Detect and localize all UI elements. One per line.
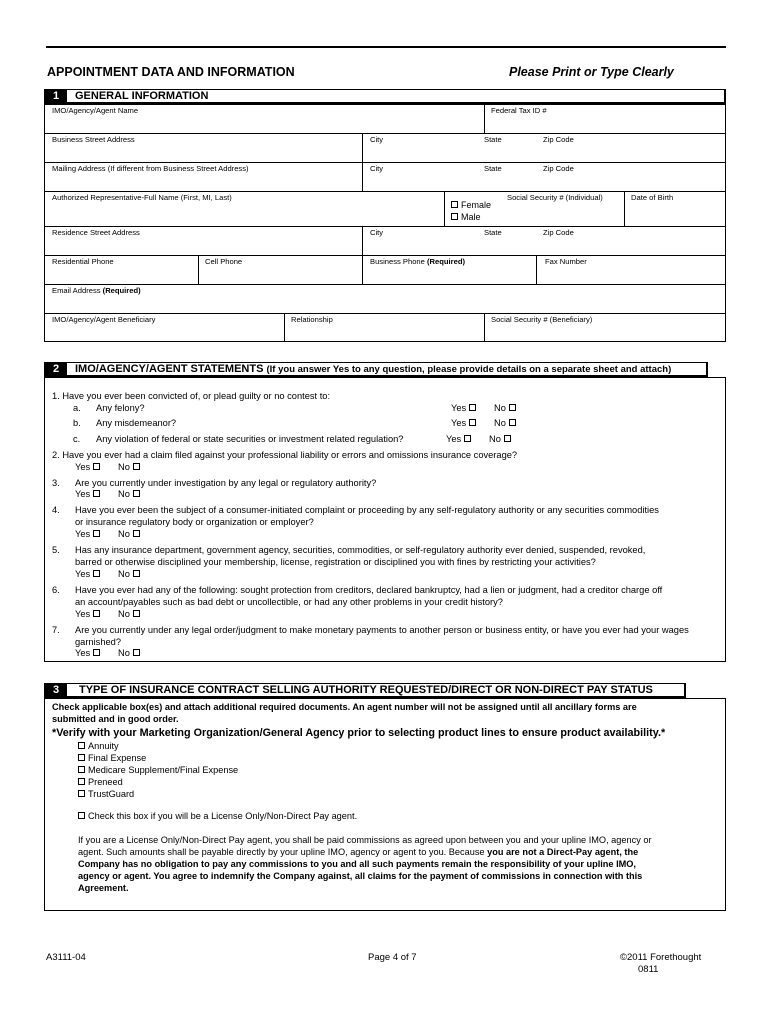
license-para-line3: Company has no obligation to pay any commissions to you and all such payments remain the responsibility of your upline IMO, bbox=[78, 859, 636, 869]
q3-no-checkbox[interactable] bbox=[133, 490, 140, 497]
q1c-no[interactable]: No bbox=[489, 434, 511, 445]
section2-title: IMO/AGENCY/AGENT STATEMENTS (If you answer Yes to any question, please provide details on a separate sheet and attach) bbox=[75, 363, 672, 375]
q1a-no[interactable]: No bbox=[494, 403, 516, 414]
page-title: APPOINTMENT DATA AND INFORMATION bbox=[47, 65, 295, 79]
q1b-no[interactable]: No bbox=[494, 418, 516, 429]
q4-yes[interactable]: Yes bbox=[75, 529, 100, 540]
agent-name-field[interactable]: IMO/Agency/Agent Name bbox=[52, 106, 139, 115]
q1b-letter: b. bbox=[73, 418, 81, 428]
ssn-individual-field[interactable]: Social Security # (Individual) bbox=[507, 193, 603, 202]
page-number: Page 4 of 7 bbox=[368, 952, 417, 963]
section1-number: 1 bbox=[45, 90, 67, 103]
question-6-line2: an account/payables such as bad debt or uncollectible, or had any other problems in your credit history? bbox=[75, 597, 503, 607]
section1-heading bbox=[44, 89, 726, 104]
q6-number: 6. bbox=[52, 585, 60, 595]
question-5-line1: Has any insurance department, government agency, securities, commodities, or self-regulatory authority ever denied, suspended, revoked, bbox=[75, 545, 646, 555]
question-4-line1: Have you ever been the subject of a consumer-initiated complaint or proceeding by any self-regulatory authority or any securities commodities bbox=[75, 505, 659, 515]
business-phone-field[interactable]: Business Phone (Required) bbox=[370, 257, 465, 266]
license-para-line1: If you are a License Only/Non-Direct Pay agent, you shall be paid commissions as agreed upon between you and your upline IMO, agency or bbox=[78, 835, 652, 845]
q2-yes[interactable]: Yes bbox=[75, 462, 100, 473]
business-state-field[interactable]: State bbox=[484, 135, 502, 144]
q5-yes[interactable]: Yes bbox=[75, 569, 100, 580]
residence-state-field[interactable]: State bbox=[484, 228, 502, 237]
q5-number: 5. bbox=[52, 545, 60, 555]
section3-instructions-line2: submitted and in good order. bbox=[52, 714, 179, 724]
business-city-field[interactable]: City bbox=[370, 135, 384, 144]
beneficiary-field[interactable]: IMO/Agency/Agent Beneficiary bbox=[52, 315, 156, 324]
mailing-state-field[interactable]: State bbox=[484, 164, 502, 173]
q1b-text: Any misdemeanor? bbox=[96, 418, 177, 428]
question-2: 2. Have you ever had a claim filed against your professional liability or errors and omissions insurance coverage? bbox=[52, 450, 518, 460]
q1b-yes-checkbox[interactable] bbox=[469, 419, 476, 426]
q6-yes[interactable]: Yes bbox=[75, 609, 100, 620]
q7-yes[interactable]: Yes bbox=[75, 648, 100, 659]
fax-number-field[interactable]: Fax Number bbox=[545, 257, 587, 266]
preneed-checkbox[interactable] bbox=[78, 778, 85, 785]
general-information-grid bbox=[44, 104, 726, 342]
product-medicare-supplement[interactable]: Medicare Supplement/Final Expense bbox=[78, 765, 238, 776]
dob-field[interactable]: Date of Birth bbox=[631, 193, 674, 202]
q1a-no-checkbox[interactable] bbox=[509, 404, 516, 411]
question-7-line1: Are you currently under any legal order/judgment to make monetary payments to another person or business entity, or have you ever had your wages bbox=[75, 625, 689, 635]
business-street-field[interactable]: Business Street Address bbox=[52, 135, 135, 144]
q1a-letter: a. bbox=[73, 403, 81, 413]
q6-no-checkbox[interactable] bbox=[133, 610, 140, 617]
question-4-line2: or insurance regulatory body or organization or employer? bbox=[75, 517, 314, 527]
license-para-line4: agency or agent. You agree to indemnify the Company against, all claims for the payment of commissions in connection with this bbox=[78, 871, 643, 881]
question-6-line1: Have you ever had any of the following: sought protection from creditors, declared bankruptcy, had a lien or judgment, had a creditor charge off bbox=[75, 585, 663, 595]
q7-no-checkbox[interactable] bbox=[133, 649, 140, 656]
q1c-yes-checkbox[interactable] bbox=[464, 435, 471, 442]
q1c-text: Any violation of federal or state securities or investment related regulation? bbox=[96, 434, 404, 444]
license-only-option[interactable]: Check this box if you will be a License Only/Non-Direct Pay agent. bbox=[78, 811, 357, 822]
auth-rep-name-field[interactable]: Authorized Representative-Full Name (First, MI, Last) bbox=[52, 193, 232, 202]
question-5-line2: barred or otherwise disciplined your membership, license, registration or disciplined you with fines by restricting your activities? bbox=[75, 557, 596, 567]
q1c-letter: c. bbox=[73, 434, 81, 444]
section3-number: 3 bbox=[45, 684, 67, 697]
product-preneed[interactable]: Preneed bbox=[78, 777, 123, 788]
top-rule bbox=[46, 46, 726, 48]
federal-tax-id-field[interactable]: Federal Tax ID # bbox=[491, 106, 547, 115]
trustguard-checkbox[interactable] bbox=[78, 790, 85, 797]
form-number: A3111-04 bbox=[46, 952, 86, 963]
q4-yes-checkbox[interactable] bbox=[93, 530, 100, 537]
q3-number: 3. bbox=[52, 478, 60, 488]
q1b-no-checkbox[interactable] bbox=[509, 419, 516, 426]
question-7-line2: garnished? bbox=[75, 637, 122, 647]
q6-yes-checkbox[interactable] bbox=[93, 610, 100, 617]
q5-no[interactable]: No bbox=[118, 569, 140, 580]
mailing-address-field[interactable]: Mailing Address (If different from Business Street Address) bbox=[52, 164, 249, 173]
q2-no[interactable]: No bbox=[118, 462, 140, 473]
q5-yes-checkbox[interactable] bbox=[93, 570, 100, 577]
product-trustguard[interactable]: TrustGuard bbox=[78, 789, 134, 800]
business-zip-field[interactable]: Zip Code bbox=[543, 135, 574, 144]
gender-male-option[interactable]: Male bbox=[444, 211, 481, 223]
annuity-checkbox[interactable] bbox=[78, 742, 85, 749]
mailing-city-field[interactable]: City bbox=[370, 164, 384, 173]
q1c-yes[interactable]: Yes bbox=[446, 434, 471, 445]
question-3: Are you currently under investigation by any legal or regulatory authority? bbox=[75, 478, 377, 488]
mailing-zip-field[interactable]: Zip Code bbox=[543, 164, 574, 173]
q1a-yes-checkbox[interactable] bbox=[469, 404, 476, 411]
question-1: 1. Have you ever been convicted of, or plead guilty or no contest to: bbox=[52, 391, 331, 401]
q1a-text: Any felony? bbox=[96, 403, 145, 413]
license-para-line2: agent. Such amounts shall be payable directly by your upline IMO, agency or agent to you. Because you are not a Direct-Pay agent, the bbox=[78, 847, 639, 857]
license-para-line5: Agreement. bbox=[78, 883, 129, 893]
relationship-field[interactable]: Relationship bbox=[291, 315, 333, 324]
q3-yes-checkbox[interactable] bbox=[93, 490, 100, 497]
q4-number: 4. bbox=[52, 505, 60, 515]
q6-no[interactable]: No bbox=[118, 609, 140, 620]
section3-title: TYPE OF INSURANCE CONTRACT SELLING AUTHORITY REQUESTED/DIRECT OR NON-DIRECT PAY STATUS bbox=[79, 684, 653, 696]
section2-heading bbox=[44, 362, 708, 377]
residence-street-field[interactable]: Residence Street Address bbox=[52, 228, 140, 237]
email-address-field[interactable]: Email Address (Required) bbox=[52, 286, 141, 295]
final-expense-checkbox[interactable] bbox=[78, 754, 85, 761]
section2-number: 2 bbox=[45, 363, 67, 376]
female-checkbox[interactable] bbox=[451, 201, 458, 208]
license-only-checkbox[interactable] bbox=[78, 812, 85, 819]
section3-heading bbox=[44, 683, 686, 698]
q3-yes[interactable]: Yes bbox=[75, 489, 100, 500]
q2-yes-checkbox[interactable] bbox=[93, 463, 100, 470]
cell-phone-field[interactable]: Cell Phone bbox=[205, 257, 243, 266]
residence-city-field[interactable]: City bbox=[370, 228, 384, 237]
q7-no[interactable]: No bbox=[118, 648, 140, 659]
page-subtitle: Please Print or Type Clearly bbox=[509, 65, 674, 79]
q5-no-checkbox[interactable] bbox=[133, 570, 140, 577]
copyright: ©2011 Forethought bbox=[620, 952, 702, 963]
q4-no-checkbox[interactable] bbox=[133, 530, 140, 537]
q3-no[interactable]: No bbox=[118, 489, 140, 500]
medicare-supplement-checkbox[interactable] bbox=[78, 766, 85, 773]
male-checkbox[interactable] bbox=[451, 213, 458, 220]
revision-code: 0811 bbox=[638, 964, 659, 975]
product-annuity[interactable]: Annuity bbox=[78, 741, 119, 752]
q2-no-checkbox[interactable] bbox=[133, 463, 140, 470]
section1-title: GENERAL INFORMATION bbox=[75, 90, 209, 102]
q1a-yes[interactable]: Yes bbox=[451, 403, 476, 414]
q7-number: 7. bbox=[52, 625, 60, 635]
residential-phone-field[interactable]: Residential Phone bbox=[52, 257, 114, 266]
product-final-expense[interactable]: Final Expense bbox=[78, 753, 146, 764]
ssn-beneficiary-field[interactable]: Social Security # (Beneficiary) bbox=[491, 315, 593, 324]
gender-female-option[interactable]: Female bbox=[444, 199, 491, 211]
residence-zip-field[interactable]: Zip Code bbox=[543, 228, 574, 237]
section3-instructions-line1: Check applicable box(es) and attach additional required documents. An agent number will not be assigned until all ancillary forms are bbox=[52, 702, 637, 712]
q7-yes-checkbox[interactable] bbox=[93, 649, 100, 656]
q4-no[interactable]: No bbox=[118, 529, 140, 540]
q1c-no-checkbox[interactable] bbox=[504, 435, 511, 442]
verify-notice: *Verify with your Marketing Organization/General Agency prior to selecting product lines to ensure product availability.* bbox=[52, 727, 666, 739]
q1b-yes[interactable]: Yes bbox=[451, 418, 476, 429]
